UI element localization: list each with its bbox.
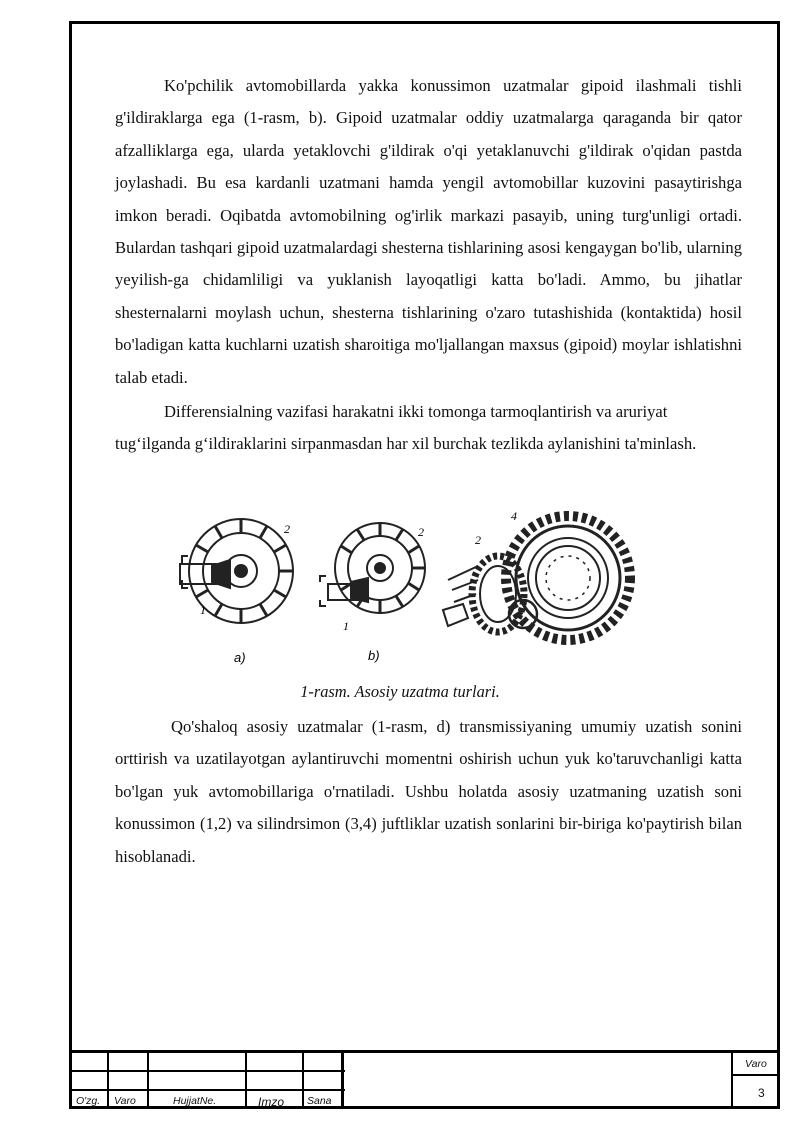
- label-2-b: 2: [418, 525, 424, 539]
- paragraph-gipoid: Ko'pchilik avtomobillarda yakka konussimon uzatmalar gipoid ilashmali tishli g'ildiraklarga ega (1-rasm, b). Gipoid uzatmalar oddiy uzatmalarga qaraganda bir qator afzalliklarga ega, ularda yetaklovchi g'ildirak o'qi yetaklanuvchi g'ildirak o'qidan pastda joylashadi. Bu esa kardanli uzatmani hamda yengil avtomobillar kuzovini pasaytirishga imkon beradi. Oqibatda avtomobilning og'irlik markazi pasayib, uning turg'unligi ortadi. Bulardan tashqari gipoid uzatmalardagi shesterna tishlarining asosi kengaygan bo'lib, ularning yeyilish-ga chidamliligi va yuklanish layoqatligi katta bo'ladi. Ammo, bu jihatlar shesternalarni moylash uchun, shesterna tishlarining o'zaro tutashishida (kontaktida) hosil bo'ladigan katta kuchlarni uzatish sharoitiga mo'ljallangan maxsus (gipoid) moylar ishlatishni talab etadi.: [115, 76, 742, 387]
- label-2-a: 2: [284, 522, 290, 536]
- stamp-varo-label: Varo: [114, 1095, 136, 1107]
- label-panel-b: b): [368, 648, 380, 663]
- stamp-ozg-label: O'zg.: [76, 1095, 101, 1107]
- label-2-d: 2: [475, 533, 481, 547]
- gear-panel-b: [320, 523, 425, 613]
- label-panel-a: a): [234, 650, 246, 665]
- title-block: [69, 1050, 780, 1109]
- label-1-b: 1: [343, 619, 349, 633]
- paragraph-qoshaloq: Qo'shaloq asosiy uzatmalar (1-rasm, d) transmissiyaning umumiy uzatish sonini orttirish va uzatilayotgan aylantiruvchi momentni oshirish uchun yuk ko'taruvchanligi katta bo'lgan yuk avtomobillariga o'rnatiladi. Ushbu holatda asosiy uzatmaning uzatish soni konussimon (1,2) va silindrsimon (3,4) juftliklar uzatish sonlarini bir-biriga ko'paytirish bilan hisoblanadi.: [115, 717, 742, 866]
- label-4-d: 4: [511, 509, 517, 523]
- gear-panel-a: [180, 519, 293, 623]
- stamp-imzo-label: Imzo: [258, 1095, 285, 1109]
- paragraph-differensial: Differensialning vazifasi harakatni ikki tomonga tarmoqlantirish va aruriyat tug‘ilganda g‘ildiraklarini sirpanmasdan har xil burchak tezlikda aylanishini ta'minlash.: [115, 402, 697, 454]
- stamp-hujjat-label: HujjatNe.: [173, 1095, 217, 1107]
- gear-panel-d: [443, 516, 630, 640]
- stamp-sana-label: Sana: [307, 1095, 332, 1107]
- label-1-a: 1: [200, 603, 206, 617]
- stamp-sheet-label: Varo: [745, 1058, 767, 1070]
- figure-gears: [168, 506, 638, 676]
- figure-caption: 1-rasm. Asosiy uzatma turlari.: [300, 682, 500, 701]
- stamp-sheet-number: 3: [758, 1086, 765, 1100]
